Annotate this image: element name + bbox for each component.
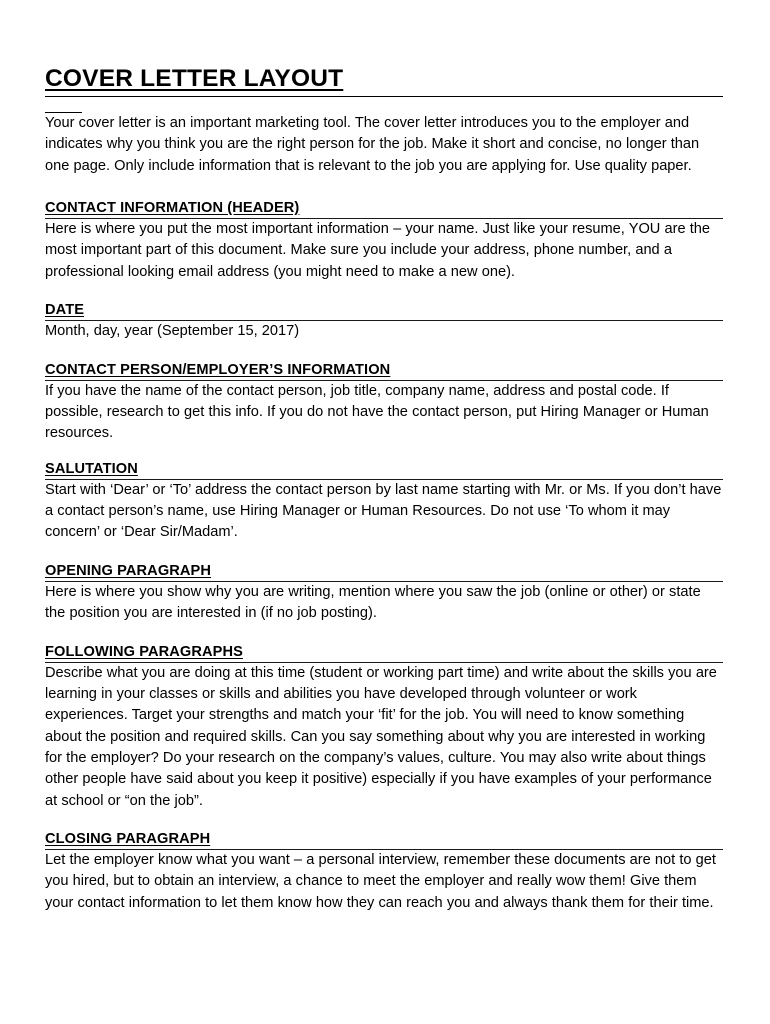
page-title: COVER LETTER LAYOUT <box>45 65 344 92</box>
section-following-paragraphs <box>45 643 723 812</box>
document-body <box>45 0 723 914</box>
section-contact-person <box>45 361 723 445</box>
section-heading: SALUTATION <box>45 460 138 477</box>
section-heading: CONTACT PERSON/EMPLOYER’S INFORMATION <box>45 361 391 378</box>
section-closing-paragraph <box>45 830 723 914</box>
section-heading: OPENING PARAGRAPH <box>45 562 212 579</box>
section-salutation <box>45 460 723 544</box>
section-body: Here is where you show why you are writing, mention where you saw the job (online or other) or state the position you are interested in (if no job posting). <box>45 584 701 622</box>
document-title-block <box>45 0 723 113</box>
section-heading: CLOSING PARAGRAPH <box>45 830 211 847</box>
section-body: Let the employer know what you want – a personal interview, remember these documents are not to get you hired, but to obtain an interview, a chance to meet the employer and really wow them! Give them your contact information to let them know how they can reach you and always thank them for their time. <box>45 852 716 911</box>
section-heading: DATE <box>45 301 85 318</box>
section-heading: FOLLOWING PARAGRAPHS <box>45 643 243 660</box>
section-body: Describe what you are doing at this time (student or working part time) and write about the skills you are learning in your classes or skills and abilities you have developed through volunteer or work experiences. Target your strengths and match your ‘fit’ for the job. You will need to know something about the position and required skills. Can you say something about why you are interested in working for the employer? Do your research on the company’s values, culture. You may also write about things other people have said about you keep it positive) especially if you have examples of your performance at school or “on the job”. <box>45 664 717 809</box>
section-contact-information <box>45 199 723 283</box>
section-body: If you have the name of the contact person, job title, company name, address and postal code. If possible, research to get this info. If you do not have the contact person, put Hiring Manager or Human resources. <box>45 382 709 442</box>
title-divider <box>45 96 723 97</box>
section-opening-paragraph <box>45 562 723 625</box>
section-date <box>45 301 723 343</box>
intro-paragraph: Your cover letter is an important marketing tool. The cover letter introduces you to the employer and indicates why you think you are the right person for the job. Make it short and concise, no longer than one page. Only include information that is relevant to the job you are applying for. Use quality paper. <box>45 114 700 174</box>
section-heading: CONTACT INFORMATION (HEADER) <box>45 199 300 216</box>
section-body: Month, day, year (September 15, 2017) <box>45 323 300 340</box>
section-body: Here is where you put the most important information – your name. Just like your resume, YOU are the most important part of this document. Make sure you include your address, phone number, and a professional looking email address (you might need to make a new one). <box>45 221 711 280</box>
section-body: Start with ‘Dear’ or ‘To’ address the contact person by last name starting with Mr. or Ms. If you don’t have a contact person’s name, use Hiring Manager or Human Resources. Do not use ‘To whom it may concern’ or ‘Dear Sir/Madam’. <box>45 481 722 541</box>
